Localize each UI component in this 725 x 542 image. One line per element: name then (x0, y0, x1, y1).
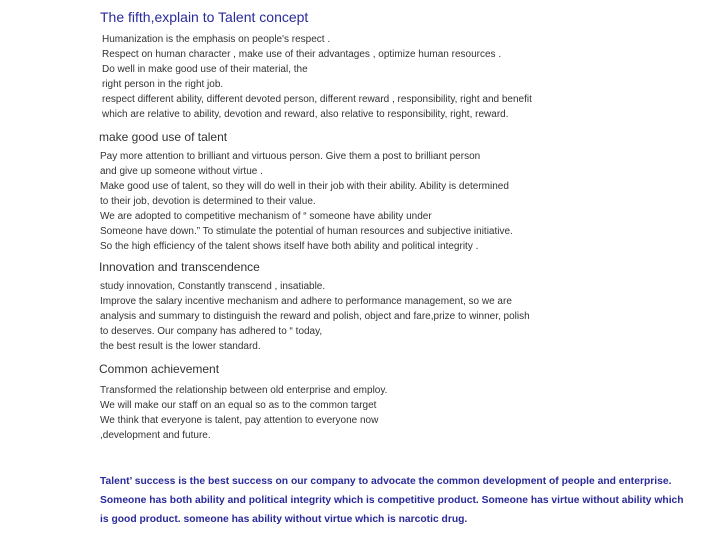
paragraph-line: respect different ability, different devoted person, different reward , responsibility, right and benefit (102, 94, 532, 105)
paragraph-line: Do well in make good use of their material, the (102, 64, 308, 75)
paragraph-line: We will make our staff on an equal so as to the common target (100, 400, 377, 411)
paragraph-line: Pay more attention to brilliant and virtuous person. Give them a post to brilliant person (100, 151, 481, 162)
paragraph-line: Someone have down.” To stimulate the potential of human resources and subjective initiative. (100, 226, 513, 237)
paragraph-line: right person in the right job. (102, 79, 224, 90)
paragraph-line: study innovation, Constantly transcend , insatiable. (100, 281, 326, 292)
section-paragraph-achievement (100, 383, 387, 443)
paragraph-line: Respect on human character , make use of their advantages , optimize human resources . (102, 49, 502, 60)
section-heading-talent-use: make good use of talent (99, 130, 228, 144)
page-title: The fifth,explain to Talent concept (100, 9, 309, 25)
paragraph-line: Make good use of talent, so they will do well in their job with their ability. Ability is determined (100, 181, 509, 192)
paragraph-line: So the high efficiency of the talent shows itself have both ability and political integrity . (100, 241, 479, 252)
paragraph-line: We think that everyone is talent, pay attention to everyone now (100, 415, 379, 426)
closing-line: Someone has both ability and political integrity which is competitive product. Someone has virtue without ability which (100, 495, 684, 506)
closing-line: Talent’ success is the best success on our company to advocate the common development of people and enterprise. (100, 476, 672, 487)
intro-paragraph (102, 32, 532, 122)
section-heading-achievement: Common achievement (99, 362, 220, 376)
paragraph-line: to deserves. Our company has adhered to “ today, (100, 326, 323, 337)
paragraph-line: to their job, devotion is determined to their value. (100, 196, 316, 207)
paragraph-line: Transformed the relationship between old enterprise and employ. (100, 385, 388, 396)
paragraph-line: the best result is the lower standard. (100, 341, 261, 352)
section-paragraph-innovation (100, 279, 530, 354)
paragraph-line: analysis and summary to distinguish the reward and polish, object and fare,prize to winner, polish (100, 311, 530, 322)
paragraph-line: Improve the salary incentive mechanism and adhere to performance management, so we are (100, 296, 512, 307)
paragraph-line: ,development and future. (100, 430, 211, 441)
paragraph-line: and give up someone without virtue . (100, 166, 263, 177)
closing-statement (100, 472, 684, 529)
section-heading-innovation: Innovation and transcendence (99, 260, 260, 274)
paragraph-line: We are adopted to competitive mechanism of “ someone have ability under (100, 211, 432, 222)
closing-line: is good product. someone has ability without virtue which is narcotic drug. (100, 514, 468, 525)
paragraph-line: which are relative to ability, devotion and reward, also relative to responsibility, right, reward. (102, 109, 509, 120)
section-paragraph-talent-use (100, 149, 513, 254)
paragraph-line: Humanization is the emphasis on people's respect . (102, 34, 331, 45)
